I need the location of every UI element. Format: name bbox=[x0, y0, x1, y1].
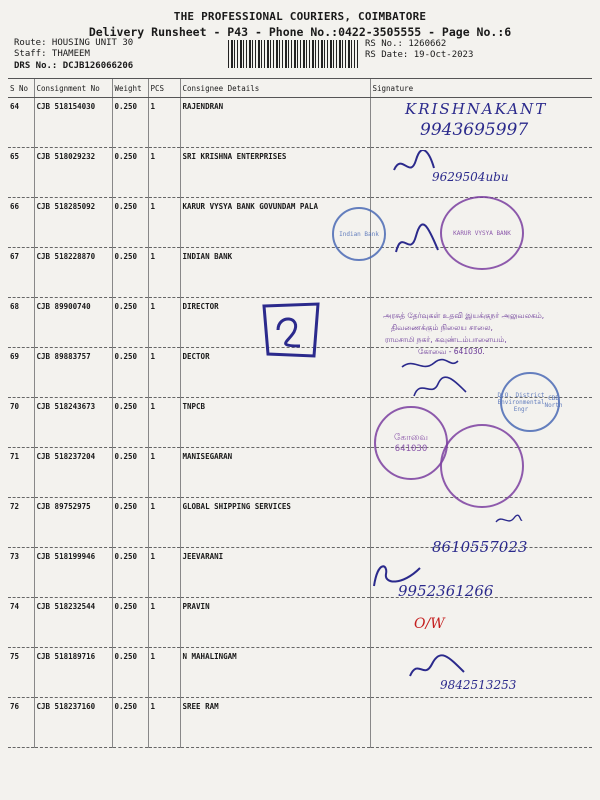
rs-date: RS Date: 19-Oct-2023 bbox=[365, 50, 474, 60]
cell-weight: 0.250 bbox=[112, 198, 148, 248]
tamil-stamp-line: அரசுத் தேர்வுகள் உதவி இயக்குநர் அலுவலகம், bbox=[383, 311, 545, 320]
cell-consignee: SRI KRISHNA ENTERPRISES bbox=[180, 148, 370, 198]
handwritten-name: KRISHNAKANT bbox=[405, 100, 548, 118]
cell-pcs: 1 bbox=[148, 648, 180, 698]
cell-consignment: CJB 518232544 bbox=[34, 598, 112, 648]
cell-pcs: 1 bbox=[148, 398, 180, 448]
route-label: Route: HOUSING UNIT 30 bbox=[14, 38, 134, 48]
handwritten-phone: 9629504ubu bbox=[432, 170, 509, 184]
cell-sno: 75 bbox=[8, 648, 34, 698]
cell-pcs: 1 bbox=[148, 448, 180, 498]
cell-weight: 0.250 bbox=[112, 448, 148, 498]
col-signature: Signature bbox=[370, 79, 592, 98]
col-weight: Weight bbox=[112, 79, 148, 98]
cell-consignee: INDIAN BANK bbox=[180, 248, 370, 298]
table-header-row bbox=[8, 79, 592, 98]
handwritten-phone: 8610557023 bbox=[432, 538, 528, 556]
tnpcb-stamp-city: CBE North bbox=[544, 395, 563, 409]
cell-pcs: 1 bbox=[148, 498, 180, 548]
staff-label: Staff: THAMEEM bbox=[14, 49, 90, 59]
cell-consignee: RAJENDRAN bbox=[180, 98, 370, 148]
cell-consignee: JEEVARANI bbox=[180, 548, 370, 598]
cell-pcs: 1 bbox=[148, 698, 180, 748]
cell-pcs: 1 bbox=[148, 548, 180, 598]
cell-consignment: CJB 89900740 bbox=[34, 298, 112, 348]
cell-weight: 0.250 bbox=[112, 348, 148, 398]
cell-consignee: KARUR VYSYA BANK GOVUNDAM PALA bbox=[180, 198, 370, 248]
col-consignment: Consignment No bbox=[34, 79, 112, 98]
runsheet-subtitle: Delivery Runsheet - P43 - Phone No.:0422-3505555 - Page No.:6 bbox=[88, 25, 512, 39]
kvb-bank-stamp: KARUR VYSYA BANK bbox=[440, 196, 524, 270]
cell-consignee: DECTOR bbox=[180, 348, 370, 398]
col-sno: S No bbox=[8, 79, 34, 98]
cell-consignment: CJB 518029232 bbox=[34, 148, 112, 198]
cell-weight: 0.250 bbox=[112, 498, 148, 548]
cell-pcs: 1 bbox=[148, 98, 180, 148]
tamil-stamp-line: ராமசாமி நகர், கவுண்டம்பாளையம், bbox=[385, 335, 507, 344]
cell-sno: 73 bbox=[8, 548, 34, 598]
cell-signature bbox=[370, 598, 592, 648]
cell-weight: 0.250 bbox=[112, 148, 148, 198]
signature-scribble bbox=[400, 355, 460, 375]
signature-scribble bbox=[494, 512, 524, 528]
cell-weight: 0.250 bbox=[112, 248, 148, 298]
cell-consignment: CJB 518237160 bbox=[34, 698, 112, 748]
cell-sno: 70 bbox=[8, 398, 34, 448]
cell-consignee: SREE RAM bbox=[180, 698, 370, 748]
cell-consignment: CJB 518237204 bbox=[34, 448, 112, 498]
rs-number: RS No.: 1260662 bbox=[365, 39, 447, 49]
cell-weight: 0.250 bbox=[112, 598, 148, 648]
cell-weight: 0.250 bbox=[112, 298, 148, 348]
cell-sno: 72 bbox=[8, 498, 34, 548]
cell-pcs: 1 bbox=[148, 298, 180, 348]
cell-consignment: CJB 518243673 bbox=[34, 398, 112, 448]
cell-sno: 65 bbox=[8, 148, 34, 198]
col-consignee: Consignee Details bbox=[180, 79, 370, 98]
cell-pcs: 1 bbox=[148, 598, 180, 648]
table-row bbox=[8, 698, 592, 748]
tnpcb-stamp bbox=[497, 372, 563, 432]
cell-consignee: N MAHALINGAM bbox=[180, 648, 370, 698]
cell-pcs: 1 bbox=[148, 198, 180, 248]
cell-pcs: 1 bbox=[148, 148, 180, 198]
cell-consignment: CJB 518189716 bbox=[34, 648, 112, 698]
indian-bank-stamp: Indian Bank bbox=[332, 207, 386, 261]
company-round-stamp bbox=[440, 424, 524, 508]
cell-consignment: CJB 89883757 bbox=[34, 348, 112, 398]
cell-weight: 0.250 bbox=[112, 698, 148, 748]
cell-sno: 71 bbox=[8, 448, 34, 498]
handwritten-phone: 9943695997 bbox=[420, 120, 529, 140]
cell-consignment: CJB 518199946 bbox=[34, 548, 112, 598]
cell-sno: 74 bbox=[8, 598, 34, 648]
cell-consignee: MANISEGARAN bbox=[180, 448, 370, 498]
table-row bbox=[8, 598, 592, 648]
cell-sno: 67 bbox=[8, 248, 34, 298]
barcode bbox=[228, 40, 358, 68]
signature-scribble bbox=[392, 222, 442, 262]
cell-consignee: GLOBAL SHIPPING SERVICES bbox=[180, 498, 370, 548]
cell-sno: 68 bbox=[8, 298, 34, 348]
tamil-stamp-line: திவணைக்கும் நிலைய சாலை, bbox=[391, 323, 493, 332]
tnpcb-stamp-label: D.O. District Environmental Engr bbox=[497, 391, 545, 413]
cell-weight: 0.250 bbox=[112, 398, 148, 448]
cell-consignment: CJB 89752975 bbox=[34, 498, 112, 548]
drs-number: DRS No.: DCJB126066206 bbox=[14, 61, 134, 71]
company-title: THE PROFESSIONAL COURIERS, COIMBATORE bbox=[173, 10, 427, 23]
cell-consignee: DIRECTOR bbox=[180, 298, 370, 348]
signature-scribble bbox=[410, 374, 470, 404]
big-handwritten-mark bbox=[258, 300, 324, 360]
cell-sno: 66 bbox=[8, 198, 34, 248]
col-pcs: PCS bbox=[148, 79, 180, 98]
cell-consignment: CJB 518228870 bbox=[34, 248, 112, 298]
handwritten-red-mark: O/W bbox=[414, 616, 445, 632]
handwritten-phone: 9842513253 bbox=[440, 678, 517, 692]
cell-pcs: 1 bbox=[148, 248, 180, 298]
cell-weight: 0.250 bbox=[112, 648, 148, 698]
cell-consignment: CJB 518285092 bbox=[34, 198, 112, 248]
cell-signature bbox=[370, 698, 592, 748]
cell-sno: 76 bbox=[8, 698, 34, 748]
cell-weight: 0.250 bbox=[112, 548, 148, 598]
handwritten-phone: 9952361266 bbox=[398, 582, 494, 600]
cell-pcs: 1 bbox=[148, 348, 180, 398]
tamil-stamp-line: கோவை - 641030. bbox=[418, 347, 485, 356]
kovai-stamp: கோவை 641030 bbox=[374, 406, 448, 480]
cell-sno: 69 bbox=[8, 348, 34, 398]
cell-consignee: PRAVIN bbox=[180, 598, 370, 648]
cell-sno: 64 bbox=[8, 98, 34, 148]
cell-weight: 0.250 bbox=[112, 98, 148, 148]
cell-consignment: CJB 518154030 bbox=[34, 98, 112, 148]
cell-consignee: TNPCB bbox=[180, 398, 370, 448]
